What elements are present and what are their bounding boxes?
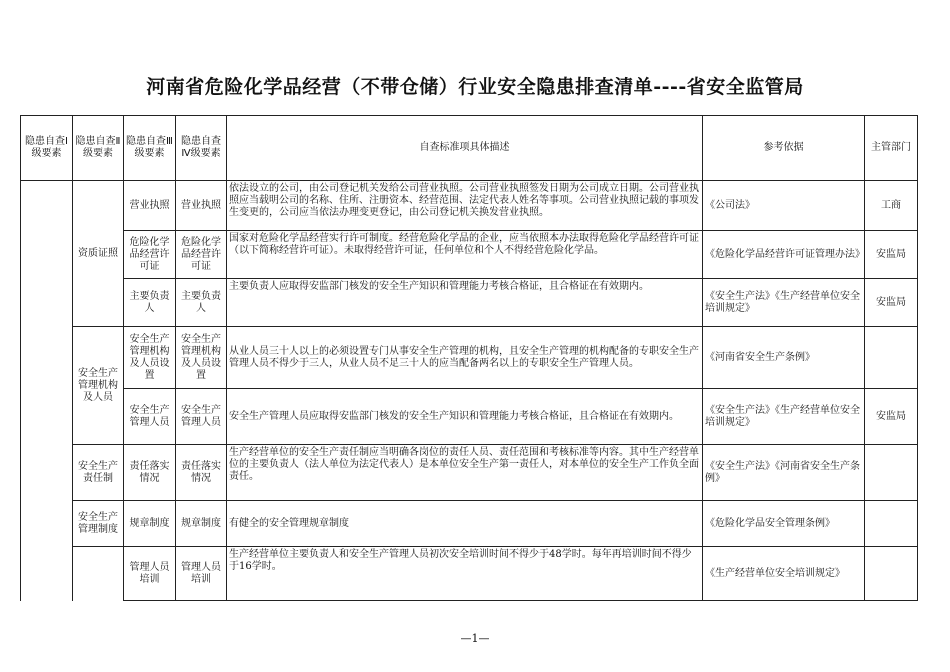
table-row <box>21 279 918 327</box>
description-cell: 生产经营单位主要负责人和安全生产管理人员初次安全培训时间不得少于48学时。每年再培训时间不得少于16学时。 <box>227 547 703 601</box>
header-description: 自查标准项具体描述 <box>227 116 703 181</box>
level4-cell: 安全生产管理机构及人员设置 <box>176 327 227 389</box>
level3-cell: 危险化学品经营许可证 <box>124 231 176 279</box>
department-cell <box>865 501 918 547</box>
table-row <box>21 327 918 389</box>
level2-cell: 资质证照 <box>73 181 124 327</box>
level3-cell: 主要负责人 <box>124 279 176 327</box>
header-level1: 隐患自查Ⅰ级要素 <box>21 116 73 181</box>
level2-cell: 安全生产管理机构及人员 <box>73 327 124 445</box>
table-row <box>21 445 918 501</box>
reference-cell: 《危险化学品安全管理条例》 <box>703 501 865 547</box>
department-cell: 安监局 <box>865 279 918 327</box>
header-level2: 隐患自查Ⅱ级要素 <box>73 116 124 181</box>
level4-cell: 管理人员培训 <box>176 547 227 601</box>
level4-cell: 主要负责人 <box>176 279 227 327</box>
level4-cell: 规章制度 <box>176 501 227 547</box>
reference-cell: 《河南省安全生产条例》 <box>703 327 865 389</box>
description-cell: 依法设立的公司，由公司登记机关发给公司营业执照。公司营业执照签发日期为公司成立日期。公司营业执照应当载明公司的名称、住所、注册资本、经营范围、法定代表人姓名等事项。公司营业执照记载的事项发生变更的，公司应当依法办理变更登记，由公司登记机关换发营业执照。 <box>227 181 703 231</box>
department-cell: 工商 <box>865 181 918 231</box>
reference-cell: 《公司法》 <box>703 181 865 231</box>
reference-cell: 《危险化学品经营许可证管理办法》 <box>703 231 865 279</box>
level4-cell: 安全生产管理人员 <box>176 389 227 445</box>
description-cell: 生产经营单位的安全生产责任制应当明确各岗位的责任人员、责任范围和考核标准等内容。其中生产经营单位的主要负责人（法人单位为法定代表人）是本单位安全生产第一责任人，对本单位的安全生产工作负全面责任。 <box>227 445 703 501</box>
level4-cell: 营业执照 <box>176 181 227 231</box>
level3-cell: 安全生产管理机构及人员设置 <box>124 327 176 389</box>
table-row <box>21 547 918 601</box>
description-cell: 安全生产管理人员应取得安监部门核发的安全生产知识和管理能力考核合格证，且合格证在有效期内。 <box>227 389 703 445</box>
department-cell: 安监局 <box>865 389 918 445</box>
level2-cell: 安全生产责任制 <box>73 445 124 501</box>
table-row <box>21 501 918 547</box>
department-cell: 安监局 <box>865 231 918 279</box>
level4-cell: 危险化学品经营许可证 <box>176 231 227 279</box>
table-row <box>21 181 918 231</box>
table-row <box>21 231 918 279</box>
level3-cell: 安全生产管理人员 <box>124 389 176 445</box>
checklist-table <box>20 115 918 601</box>
department-cell <box>865 547 918 601</box>
description-cell: 从业人员三十人以上的必须设置专门从事安全生产管理的机构，且安全生产管理的机构配备的专职安全生产管理人员不得少于三人，从业人员不足三十人的应当配备两名以上的专职安全生产管理人员。 <box>227 327 703 389</box>
description-cell: 主要负责人应取得安监部门核发的安全生产知识和管理能力考核合格证，且合格证在有效期内。 <box>227 279 703 327</box>
header-level3: 隐患自查Ⅲ级要素 <box>124 116 176 181</box>
description-cell: 有健全的安全管理规章制度 <box>227 501 703 547</box>
header-department: 主管部门 <box>865 116 918 181</box>
reference-cell: 《安全生产法》《生产经营单位安全培训规定》 <box>703 279 865 327</box>
reference-cell: 《生产经营单位安全培训规定》 <box>703 547 865 601</box>
level3-cell: 责任落实情况 <box>124 445 176 501</box>
level4-cell: 责任落实情况 <box>176 445 227 501</box>
level3-cell: 管理人员培训 <box>124 547 176 601</box>
department-cell <box>865 327 918 389</box>
page-number: —1— <box>460 632 490 645</box>
level1-cell <box>21 181 73 601</box>
header-level4: 隐患自查Ⅳ级要素 <box>176 116 227 181</box>
level2-cell <box>73 547 124 601</box>
page-title: 河南省危险化学品经营（不带仓储）行业安全隐患排查清单----省安全监管局 <box>146 76 804 98</box>
level3-cell: 规章制度 <box>124 501 176 547</box>
level3-cell: 营业执照 <box>124 181 176 231</box>
reference-cell: 《安全生产法》《生产经营单位安全培训规定》 <box>703 389 865 445</box>
header-row <box>21 116 918 181</box>
table-row <box>21 389 918 445</box>
header-reference: 参考依据 <box>703 116 865 181</box>
level2-cell: 安全生产管理制度 <box>73 501 124 547</box>
reference-cell: 《安全生产法》《河南省安全生产条例》 <box>703 445 865 501</box>
description-cell: 国家对危险化学品经营实行许可制度。经营危险化学品的企业，应当依照本办法取得危险化学品经营许可证（以下简称经营许可证）。未取得经营许可证，任何单位和个人不得经营危险化学品。 <box>227 231 703 279</box>
department-cell <box>865 445 918 501</box>
